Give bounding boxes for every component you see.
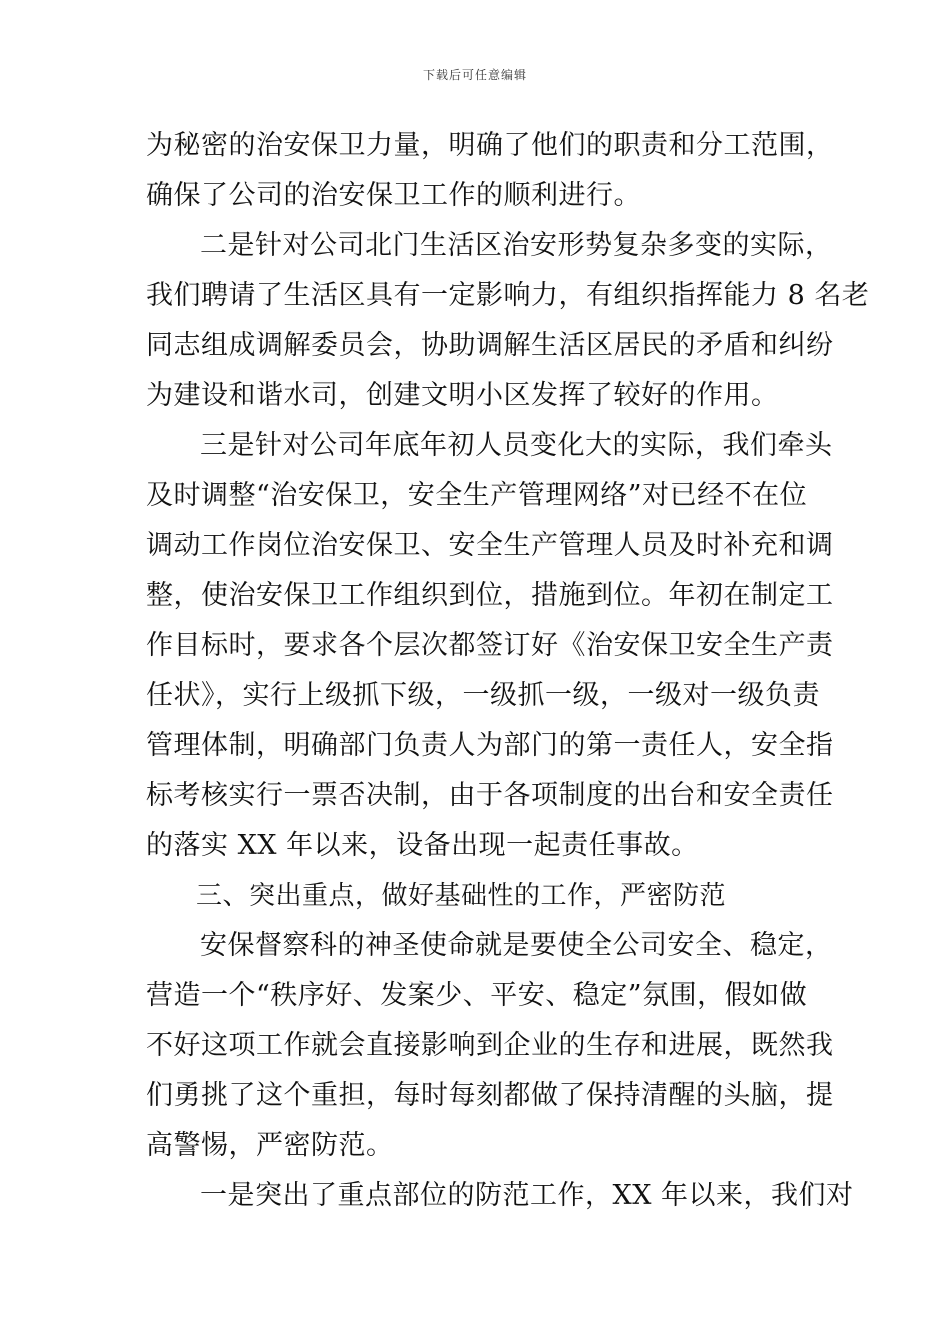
text-line: 及时调整“治安保卫，安全生产管理网络”对已经不在位 xyxy=(146,480,808,511)
text-line: 二是针对公司北门生活区治安形势复杂多变的实际， xyxy=(200,230,833,261)
text-line: 为秘密的治安保卫力量，明确了他们的职责和分工范围， xyxy=(146,130,834,161)
text-line: 一是突出了重点部位的防范工作，XX 年以来，我们对 xyxy=(200,1180,854,1211)
text-line: 同志组成调解委员会，协助调解生活区居民的矛盾和纠纷 xyxy=(146,330,834,361)
text-line: 不好这项工作就会直接影响到企业的生存和进展，既然我 xyxy=(146,1030,834,1061)
text-line: 三是针对公司年底年初人员变化大的实际，我们牵头 xyxy=(200,430,833,461)
text-line: 营造一个“秩序好、发案少、平安、稳定”氛围，假如做 xyxy=(146,980,808,1011)
text-line: 调动工作岗位治安保卫、安全生产管理人员及时补充和调 xyxy=(146,530,834,561)
text-line: 安保督察科的神圣使命就是要使全公司安全、稳定， xyxy=(200,930,833,961)
text-line: 们勇挑了这个重担，每时每刻都做了保持清醒的头脑，提 xyxy=(146,1080,834,1111)
text-line: 的落实 XX 年以来，设备出现一起责任事故。 xyxy=(146,830,699,861)
text-line: 任状》，实行上级抓下级，一级抓一级，一级对一级负责 xyxy=(146,680,820,711)
text-line: 为建设和谐水司，创建文明小区发挥了较好的作用。 xyxy=(146,380,779,411)
text-line: 标考核实行一票否决制，由于各项制度的出台和安全责任 xyxy=(146,780,834,811)
section-heading: 三、突出重点，做好基础性的工作，严密防范 xyxy=(196,881,727,911)
page-header: 下载后可任意编辑 xyxy=(422,68,527,82)
text-line: 整，使治安保卫工作组织到位，措施到位。年初在制定工 xyxy=(146,580,834,611)
text-line: 管理体制，明确部门负责人为部门的第一责任人，安全指 xyxy=(146,730,834,761)
text-line: 高警惕，严密防范。 xyxy=(146,1130,394,1161)
text-line: 我们聘请了生活区具有一定影响力，有组织指挥能力 8 名老 xyxy=(146,280,870,311)
text-line: 作目标时，要求各个层次都签订好《治安保卫安全生产责 xyxy=(146,630,834,661)
text-line: 确保了公司的治安保卫工作的顺利进行。 xyxy=(146,180,641,211)
